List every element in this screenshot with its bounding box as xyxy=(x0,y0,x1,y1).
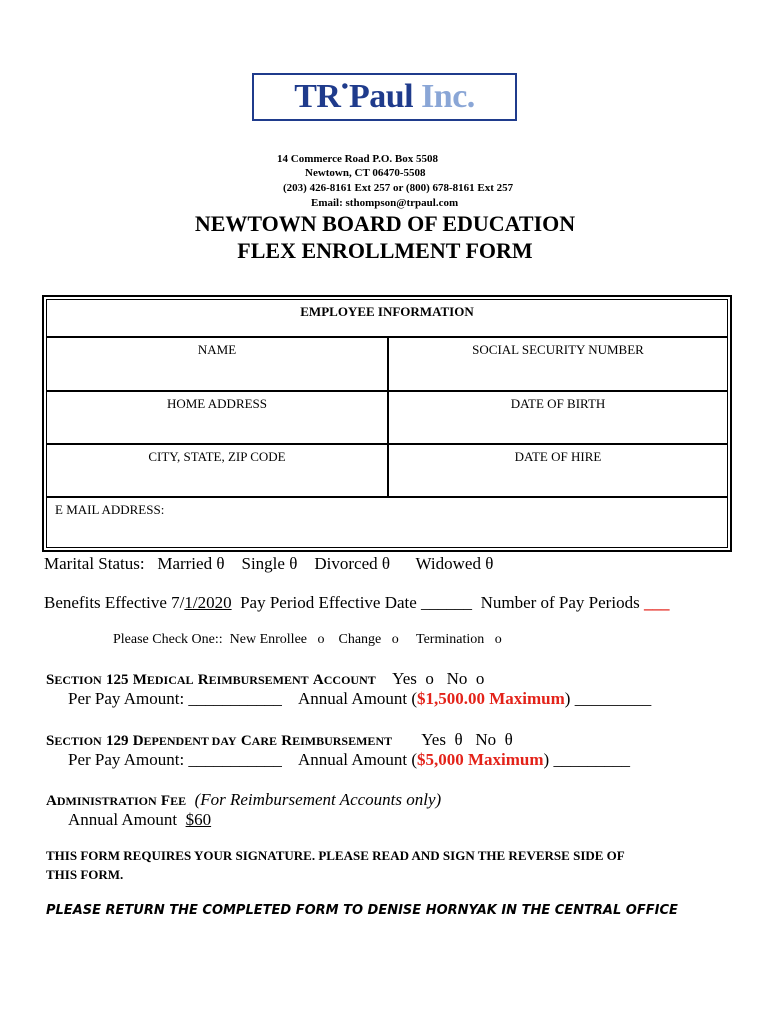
section-125-per-pay[interactable]: Per Pay Amount: ___________ xyxy=(68,689,282,708)
option-new-enrollee[interactable]: New Enrollee o xyxy=(229,632,325,647)
check-one-row xyxy=(113,632,502,648)
section-125-no[interactable]: No o xyxy=(446,669,485,688)
section-129-per-pay[interactable]: Per Pay Amount: ___________ xyxy=(68,750,282,769)
option-single[interactable]: Single θ xyxy=(241,554,298,573)
company-logo xyxy=(252,73,517,121)
termination-checkbox[interactable]: o xyxy=(494,632,502,647)
city-state-zip-label: CITY, STATE, ZIP CODE xyxy=(148,449,286,464)
form-subtitle: FLEX ENROLLMENT FORM xyxy=(237,238,533,263)
form-title: NEWTOWN BOARD OF EDUCATION xyxy=(194,211,576,236)
change-checkbox[interactable]: o xyxy=(391,632,399,647)
address-line-3: (203) 426-8161 Ext 257 or (800) 678-8161 Ext 257 xyxy=(283,182,514,194)
home-address-field[interactable] xyxy=(46,391,388,444)
logo-dot: • xyxy=(341,75,348,98)
check-one-label: Please Check One:: xyxy=(113,632,223,647)
city-state-zip-field[interactable] xyxy=(46,444,388,497)
option-married[interactable]: Married θ xyxy=(157,554,225,573)
number-pay-periods-blank[interactable]: ___ xyxy=(643,593,670,612)
new-enrollee-checkbox[interactable]: o xyxy=(317,632,325,647)
employee-info-table xyxy=(42,295,732,552)
admin-fee-amount-row xyxy=(68,810,211,830)
section-129-maximum: $5,000 Maximum xyxy=(416,750,544,769)
section-129-no-checkbox[interactable]: θ xyxy=(504,730,513,749)
logo-inc: Inc. xyxy=(421,78,475,115)
date-of-hire-label: DATE OF HIRE xyxy=(514,449,602,464)
address-email: Email: sthompson@trpaul.com xyxy=(311,197,459,209)
dob-field[interactable] xyxy=(388,391,728,444)
benefits-effective-label: Benefits Effective 7/ xyxy=(44,593,185,612)
dob-label: DATE OF BIRTH xyxy=(510,396,606,411)
option-widowed[interactable]: Widowed θ xyxy=(415,554,494,573)
section-129-amounts-row xyxy=(68,750,630,770)
section-125-heading: SECTION 125 MEDICAL REIMBURSEMENT ACCOUNT xyxy=(46,672,376,688)
single-checkbox[interactable]: θ xyxy=(289,554,298,573)
signature-notice-line-2: THIS FORM. xyxy=(46,867,124,882)
section-125-no-checkbox[interactable]: o xyxy=(475,669,485,688)
number-pay-periods-label: Number of Pay Periods xyxy=(480,593,640,612)
email-field[interactable] xyxy=(46,497,728,548)
benefits-row xyxy=(44,593,669,613)
employee-info-header-cell xyxy=(46,299,728,337)
section-129-yes-checkbox[interactable]: θ xyxy=(454,730,463,749)
section-125-maximum: $1,500.00 Maximum xyxy=(416,689,565,708)
address-line-1: 14 Commerce Road P.O. Box 5508 xyxy=(277,153,439,165)
section-125-annual-label: Annual Amount ( xyxy=(297,689,417,708)
section-129-no[interactable]: No θ xyxy=(475,730,513,749)
ssn-label: SOCIAL SECURITY NUMBER xyxy=(472,342,644,357)
home-address-label: HOME ADDRESS xyxy=(166,396,268,411)
name-label: NAME xyxy=(197,342,237,357)
signature-notice-line-1: THIS FORM REQUIRES YOUR SIGNATURE. PLEASE READ AND SIGN THE REVERSE SIDE OF xyxy=(46,848,625,863)
admin-fee-heading-row xyxy=(46,790,441,810)
section-125-yes[interactable]: Yes o xyxy=(392,669,434,688)
admin-fee-annual-label: Annual Amount xyxy=(68,810,178,829)
address-line-2: Newtown, CT 06470-5508 xyxy=(305,167,426,179)
option-change[interactable]: Change o xyxy=(338,632,399,647)
benefits-effective-date: 1/2020 xyxy=(184,593,232,612)
marital-status-label: Marital Status: xyxy=(44,554,145,573)
return-notice: PLEASE RETURN THE COMPLETED FORM TO DENISE HORNYAK IN THE CENTRAL OFFICE xyxy=(46,903,678,918)
married-checkbox[interactable]: θ xyxy=(216,554,225,573)
admin-fee-heading: ADMINISTRATION FEE xyxy=(46,793,187,809)
pay-period-effective-date[interactable]: Pay Period Effective Date ______ xyxy=(240,593,473,612)
section-125-amounts-row xyxy=(68,689,651,709)
option-termination[interactable]: Termination o xyxy=(416,632,502,647)
date-of-hire-field[interactable] xyxy=(388,444,728,497)
section-129-annual-label: Annual Amount ( xyxy=(297,750,417,769)
section-125-annual-blank[interactable]: ) _________ xyxy=(564,689,652,708)
ssn-field[interactable] xyxy=(388,337,728,391)
section-129-heading-row xyxy=(46,730,513,750)
widowed-checkbox[interactable]: θ xyxy=(485,554,494,573)
employee-info-header: EMPLOYEE INFORMATION xyxy=(300,304,474,319)
section-129-yes[interactable]: Yes θ xyxy=(421,730,463,749)
section-129-annual-blank[interactable]: ) _________ xyxy=(543,750,630,769)
option-divorced[interactable]: Divorced θ xyxy=(314,554,391,573)
marital-status-row xyxy=(44,554,493,574)
admin-fee-amount: $60 xyxy=(185,810,212,829)
logo-tr: TR xyxy=(294,78,341,115)
email-label: E MAIL ADDRESS: xyxy=(55,502,165,517)
section-125-yes-checkbox[interactable]: o xyxy=(425,669,434,688)
logo-paul: Paul xyxy=(348,78,414,115)
admin-fee-note: (For Reimbursement Accounts only) xyxy=(194,790,442,809)
section-129-heading: SECTION 129 DEPENDENT DAY CARE REIMBURSEMENT xyxy=(46,733,393,749)
section-125-heading-row xyxy=(46,669,484,689)
divorced-checkbox[interactable]: θ xyxy=(381,554,391,573)
name-field[interactable] xyxy=(46,337,388,391)
